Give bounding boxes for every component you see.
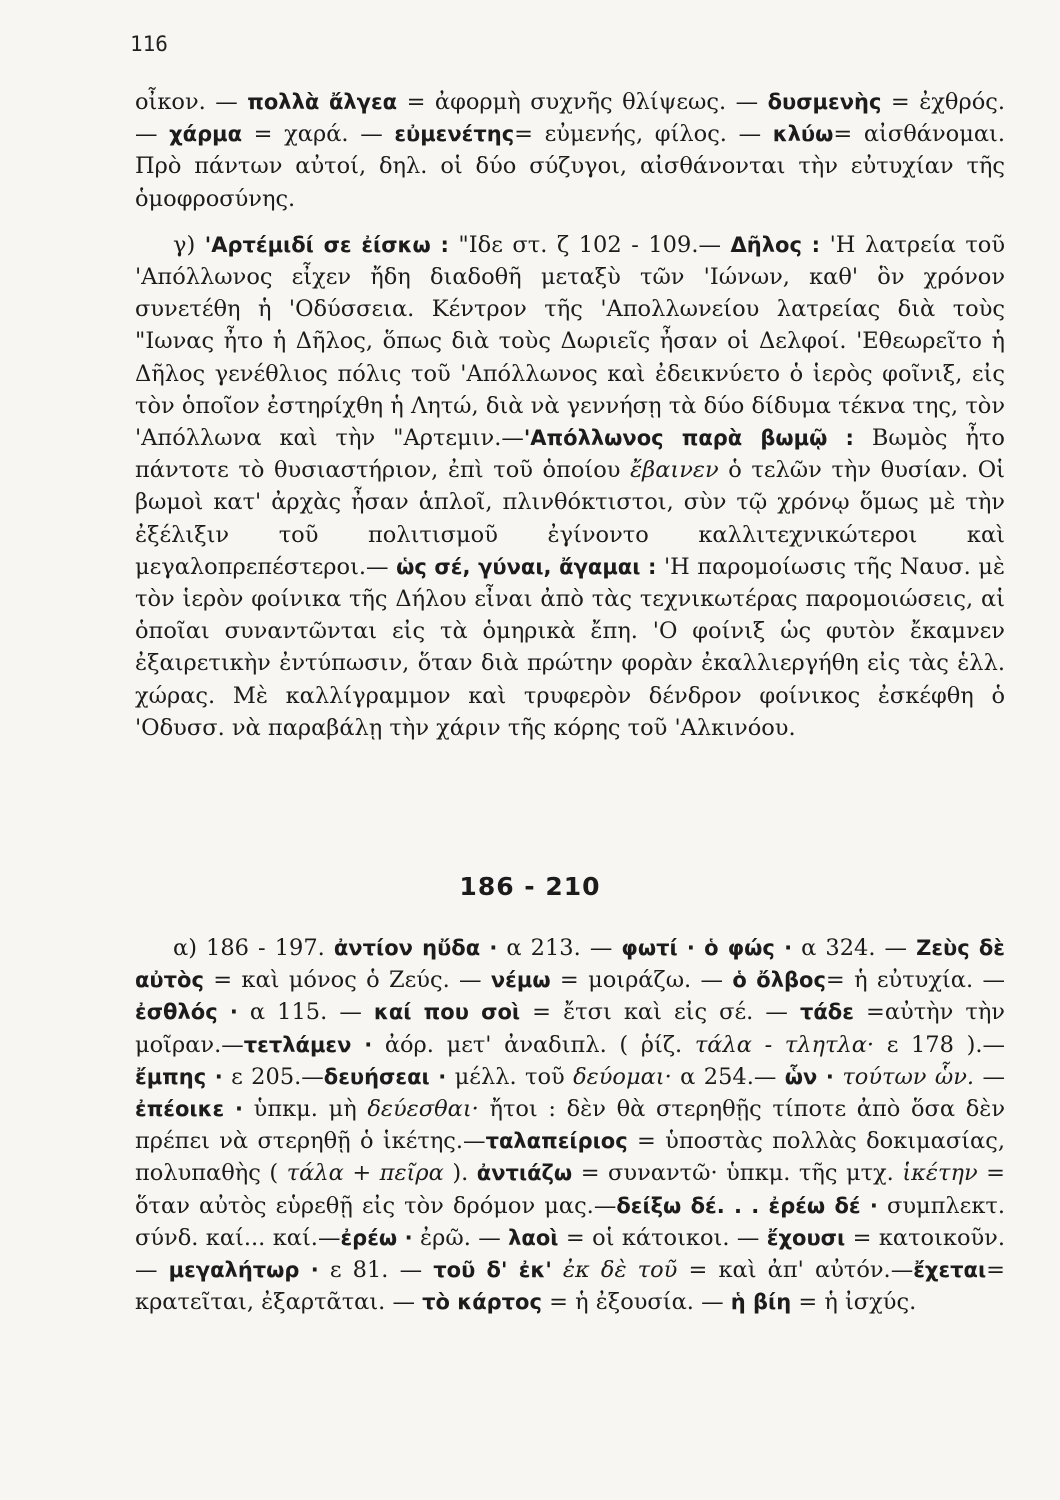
gloss-text: ἀόρ. μετ' ἀναδιπλ. ( ῥίζ. xyxy=(372,1031,695,1058)
lemma-term: ἀντίον ηὔδα · xyxy=(333,936,498,960)
commentary-block-lower xyxy=(135,932,1005,1318)
gloss-text: = καὶ ἀπ' αὐτόν.— xyxy=(677,1257,914,1284)
gloss-text: Βωμὸς ἦτο πάντοτε τὸ θυσιαστήριον, ἐπὶ τοῦ ὁποίου xyxy=(135,425,1005,484)
section-heading: 186 - 210 xyxy=(459,872,601,901)
lemma-term: τάδε xyxy=(799,1000,854,1025)
gloss-text: = ἐχθρός. — xyxy=(135,89,1005,148)
gloss-text: = κατοικοῦν. — xyxy=(135,1224,1006,1284)
gloss-text: ὁ τελῶν τὴν θυσίαν. Οἱ βωμοὶ κατ' ἀρχὰς ἦσαν ἁπλοῖ, πλινθόκτιστοι, σὺν τῷ χρόνῳ ὅμως μὲ τὴν ἐξέλιξιν τοῦ πολιτισμοῦ ἐγίνοντο καλλιτεχνικώτεροι καὶ μεγαλοπρεπέστεροι.— xyxy=(135,457,1006,580)
lemma-term: τετλάμεν · xyxy=(243,1032,373,1057)
lemma-term: λαοὶ xyxy=(508,1225,559,1250)
gloss-text: οἶκον. — xyxy=(135,89,248,115)
gloss-text: γ) xyxy=(173,231,205,258)
lemma-term: Δῆλος : xyxy=(730,232,821,257)
gloss-text: = κρατεῖται, ἐξαρτᾶται. — xyxy=(135,1257,1005,1316)
gloss-text: = ἔτσι καὶ εἰς σέ. — xyxy=(520,999,800,1026)
paragraph xyxy=(135,932,1005,1318)
lemma-term: χάρμα xyxy=(169,122,243,147)
gloss-text: = μοιράζω. — xyxy=(550,967,733,994)
lemma-term: Ζεὺς δὲ αὐτὸς xyxy=(135,936,1005,993)
gloss-text: ). xyxy=(443,1160,477,1187)
gloss-text: = ἡ εὐτυχία. — xyxy=(825,967,1005,994)
gloss-text: ε 178 ).— xyxy=(874,1031,1005,1058)
lemma-term: ἐσθλός · xyxy=(135,1000,238,1025)
lemma-term: ἔχουσι xyxy=(766,1225,846,1250)
lemma-term: νέμω xyxy=(490,968,551,993)
gloss-text: = συναντῶ· ὑπκμ. τῆς μτχ. xyxy=(572,1160,903,1187)
gloss-text: 'Η λατρεία τοῦ 'Απόλλωνος εἶχεν ἤδη διαδοθῆ μεταξὺ τῶν 'Ιώνων, καθ' ὃν χρόνον συνετέθη ἡ 'Οδύσσεια. Κέντρον τῆς 'Απολλωνείου λατρείας διὰ τοὺς "Ιωνας ἦτο ἡ Δῆλος, ὅπως διὰ τοὺς Δωριεῖς ἦσαν οἱ Δελφοί. 'Εθεωρεῖτο ἡ Δῆλος γενέθλιος πόλις τοῦ 'Απόλλωνος καὶ ἐδεικνύετο ὁ ἱερὸς φοῖνιξ, εἰς τὸν ὁποῖον ἐστηρίχθη ἡ Λητώ, διὰ νὰ γεννήσῃ τὰ δύο δίδυμα τέκνα της, τὸν 'Απόλλωνα καὶ τὴν "Αρτεμιν.— xyxy=(135,231,1005,452)
page-number: 116 xyxy=(130,32,168,56)
lemma-term: φωτί · ὁ φώς · xyxy=(621,936,793,960)
lemma-term: ὡς σέ, γύναι, ἄγαμαι : xyxy=(396,554,657,579)
gloss-text: = καὶ μόνος ὁ Ζεύς. — xyxy=(203,967,491,994)
lemma-term: τὸ κάρτος xyxy=(422,1290,542,1315)
lemma-term: ταλαπείριος xyxy=(485,1129,628,1154)
gloss-text: ε 81. — xyxy=(318,1257,434,1284)
lemma-term: ἐπέοικε · xyxy=(135,1097,243,1122)
lemma-term: εὐμενέτης xyxy=(394,122,515,147)
gloss-text: = εὐμενής, φίλος. — xyxy=(514,121,773,148)
lemma-term: ἔμπης · xyxy=(135,1064,223,1089)
lemma-term: ὧν · xyxy=(784,1064,834,1089)
gloss-text: α 254.— xyxy=(671,1063,785,1090)
gloss-text: α 213. — xyxy=(497,935,622,961)
lemma-term: 'Αρτέμιδί σε ἐίσκω : xyxy=(204,232,449,257)
lemma-term: μεγαλήτωρ · xyxy=(168,1258,319,1283)
italic-text: τούτων ὧν. xyxy=(842,1063,975,1090)
gloss-text: — xyxy=(974,1063,1005,1090)
gloss-text: ὑπκμ. μὴ xyxy=(243,1096,368,1123)
gloss-text: ἐρῶ. — xyxy=(412,1224,509,1251)
lemma-term: 'Απόλλωνος παρὰ βωμῷ : xyxy=(523,426,854,451)
italic-text: ἐκ δὲ τοῦ xyxy=(562,1257,678,1284)
gloss-text: 'Η παρομοίωσις τῆς Ναυσ. μὲ τὸν ἱερὸν φοίνικα τῆς Δήλου εἶναι ἀπὸ τὰς τεχνικωτέρας παρομοιώσεις, αἱ ὁποῖαι συναντῶνται εἰς τὰ ὁμηρικὰ ἔπη. 'Ο φοίνιξ ὡς φυτὸν ἔκαμνεν ἐξαιρετικὴν ἐντύπωσιν, ὅταν διὰ πρώτην φορὰν ἐκαλλιεργήθη εἰς τὰς ἑλλ. χώρας. Μὲ καλλίγραμμον καὶ τρυφερὸν δένδρον φοίνικος ἐσκέφθη ὁ 'Οδυσσ. νὰ παραβάλῃ τὴν χάριν τῆς κόρης τοῦ 'Αλκινόου. xyxy=(135,553,1005,741)
paragraph xyxy=(135,86,1005,215)
lemma-term: δείξω δέ. . . ἐρέω δέ · xyxy=(616,1193,878,1218)
italic-text: τάλα - τλητλα· xyxy=(694,1031,875,1058)
lemma-term: ἀντιάζω xyxy=(476,1161,573,1186)
italic-text: δεύομαι· xyxy=(573,1063,672,1090)
gloss-text: α) 186 - 197. xyxy=(173,935,334,961)
lemma-term: δευήσεαι · xyxy=(323,1064,447,1089)
gloss-text: = ἡ ἰσχύς. xyxy=(791,1289,917,1316)
lemma-term: τοῦ δ' ἐκ' xyxy=(433,1258,552,1283)
lemma-term: ὁ ὄλβος xyxy=(732,968,826,993)
commentary-block-upper xyxy=(135,86,1005,744)
paragraph xyxy=(135,229,1005,744)
gloss-text: =αὐτὴν τὴν μοῖραν.— xyxy=(135,999,1005,1058)
lemma-term: ἡ βίη xyxy=(730,1290,792,1315)
gloss-text: = χαρά. — xyxy=(242,121,395,148)
lemma-term: πολλὰ ἄλγεα xyxy=(247,90,398,114)
gloss-text: = οἱ κάτοικοι. — xyxy=(558,1224,767,1251)
gloss-text: = ὅταν αὐτὸς εὑρεθῇ εἰς τὸν δρόμον μας.— xyxy=(135,1160,1005,1219)
italic-text: τάλα + πεῖρα xyxy=(286,1160,444,1187)
lemma-term: δυσμενὴς xyxy=(767,90,882,114)
lemma-term: κλύω xyxy=(772,122,834,147)
gloss-text: = ἀφορμὴ συχνῆς θλίψεως. — xyxy=(397,89,768,115)
gloss-text: ε 205.— xyxy=(222,1063,324,1090)
gloss-text: = αἰσθάνομαι. Πρὸ πάντων αὐτοί, δηλ. οἱ δύο σύζυγοι, αἰσθάνονται τὴν εὐτυχίαν τῆς ὁμοφροσύνης. xyxy=(135,121,1005,212)
italic-text: ἱκέτην xyxy=(902,1160,978,1187)
lemma-term: καί που σοὶ xyxy=(373,1000,521,1025)
italic-text: δεύεσθαι· xyxy=(367,1096,479,1123)
gloss-text: = ἡ ἐξουσία. — xyxy=(541,1289,731,1316)
gloss-text xyxy=(552,1257,563,1283)
gloss-text: α 115. — xyxy=(237,999,374,1026)
gloss-text: α 324. — xyxy=(792,935,917,961)
lemma-term: ἐρέω · xyxy=(340,1225,413,1250)
gloss-text: συμπλεκτ. σύνδ. καί... καί.— xyxy=(135,1192,1005,1251)
gloss-text: = ὑποστὰς πολλὰς δοκιμασίας, πολυπαθὴς ( xyxy=(135,1128,1005,1187)
gloss-text: "Ιδε στ. ζ 102 - 109.— xyxy=(448,231,731,258)
lemma-term: ἔχεται xyxy=(913,1258,987,1283)
gloss-text: μέλλ. τοῦ xyxy=(446,1063,574,1090)
italic-text: ἔβαινεν xyxy=(630,457,719,484)
gloss-text: ἤτοι : δὲν θὰ στερηθῇς τίποτε ἀπὸ ὅσα δὲν πρέπει νὰ στερηθῇ ὁ ἱκέτης.— xyxy=(135,1096,1005,1155)
